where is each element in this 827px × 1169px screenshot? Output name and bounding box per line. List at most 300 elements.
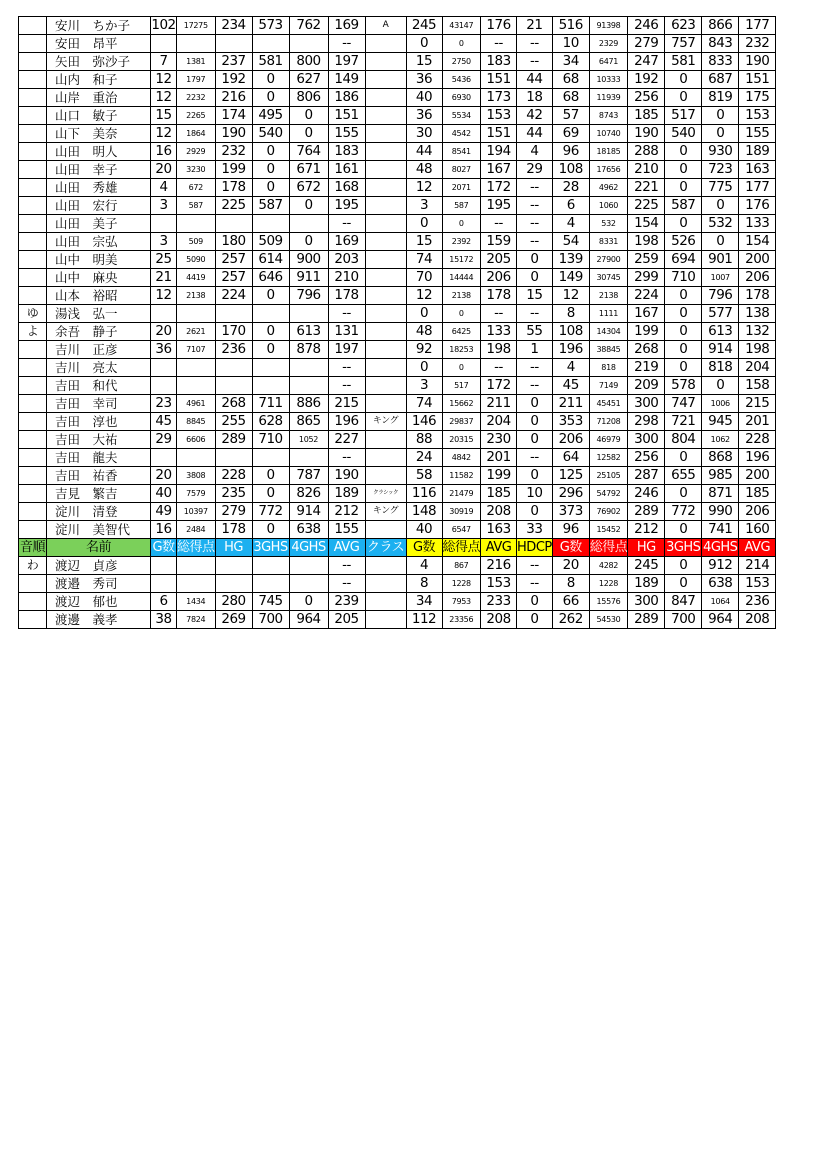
value-cell: -- [517,233,553,251]
value-cell: 216 [481,557,517,575]
value-cell: 833 [702,53,739,71]
value-cell: 0 [665,179,702,197]
value-cell: 964 [702,611,739,629]
value-cell: 4 [406,557,442,575]
value-cell: 4419 [177,269,216,287]
value-cell: 288 [628,143,665,161]
value-cell: 745 [252,593,289,611]
table-row [19,287,776,305]
table-row [19,143,776,161]
value-cell: 0 [665,341,702,359]
value-cell: 20 [552,557,589,575]
value-cell: 353 [552,413,589,431]
value-cell: 208 [481,611,517,629]
value-cell: -- [481,359,517,377]
header-row [19,539,776,557]
value-cell [365,233,406,251]
value-cell: 0 [665,305,702,323]
value-cell [365,431,406,449]
value-cell: 15172 [442,251,481,269]
value-cell: 224 [628,287,665,305]
value-cell: 168 [328,179,365,197]
value-cell: 201 [481,449,517,467]
value-cell: 540 [665,125,702,143]
value-cell: 0 [665,161,702,179]
value-cell: 186 [328,89,365,107]
value-cell: 146 [406,413,442,431]
value-cell: 638 [702,575,739,593]
value-cell: 2138 [177,287,216,305]
value-cell: 581 [665,53,702,71]
value-cell: 269 [215,611,252,629]
value-cell: 0 [442,359,481,377]
value-cell: 912 [702,557,739,575]
value-cell: 10740 [589,125,628,143]
kana-index-cell [19,17,47,35]
value-cell: 12 [151,89,177,107]
value-cell: 762 [289,17,328,35]
value-cell: 159 [481,233,517,251]
value-cell: 183 [328,143,365,161]
value-cell: 18253 [442,341,481,359]
value-cell [215,215,252,233]
value-cell: 44 [517,125,553,143]
value-cell: 0 [252,179,289,197]
table-row [19,179,776,197]
value-cell: 843 [702,35,739,53]
name-cell: 余吾 静子 [47,323,151,341]
kana-index-cell [19,71,47,89]
value-cell: 167 [481,161,517,179]
value-cell: 1060 [589,197,628,215]
value-cell: 0 [517,413,553,431]
table-row [19,413,776,431]
value-cell: 236 [739,593,776,611]
value-cell: 3 [406,197,442,215]
value-cell: 6606 [177,431,216,449]
value-cell: 0 [702,233,739,251]
kana-index-cell [19,161,47,179]
value-cell: -- [517,305,553,323]
value-cell: -- [517,575,553,593]
value-cell: 0 [252,89,289,107]
value-cell: 158 [739,377,776,395]
value-cell: 12 [151,125,177,143]
value-cell: 154 [739,233,776,251]
value-cell: 163 [739,161,776,179]
value-cell: 747 [665,395,702,413]
value-cell: 4 [552,215,589,233]
value-cell: 15 [517,287,553,305]
kana-index-cell [19,395,47,413]
value-cell: 0 [442,215,481,233]
value-cell: 44 [406,143,442,161]
value-cell: -- [517,179,553,197]
kana-index-cell [19,107,47,125]
value-cell: 194 [481,143,517,161]
value-cell: 44 [517,71,553,89]
value-cell: 178 [215,179,252,197]
value-cell: 18185 [589,143,628,161]
name-cell: 吉田 幸司 [47,395,151,413]
value-cell: 930 [702,143,739,161]
name-cell: 吉見 繁吉 [47,485,151,503]
value-cell: 206 [552,431,589,449]
value-cell: 33 [517,521,553,539]
value-cell: 197 [328,341,365,359]
value-cell: 577 [702,305,739,323]
name-cell: 湯浅 弘一 [47,305,151,323]
value-cell [289,35,328,53]
header-cell: 音順 [19,540,45,555]
value-cell [177,449,216,467]
value-cell: 112 [406,611,442,629]
value-cell: 1052 [289,431,328,449]
value-cell [365,467,406,485]
value-cell: 0 [665,485,702,503]
value-cell: -- [328,449,365,467]
value-cell: 247 [628,53,665,71]
value-cell: 694 [665,251,702,269]
value-cell: 6 [151,593,177,611]
value-cell: 132 [739,323,776,341]
value-cell: 10 [517,485,553,503]
table-row [19,521,776,539]
value-cell: 300 [628,395,665,413]
value-cell [215,305,252,323]
value-cell: 764 [289,143,328,161]
name-cell: 渡邊 義孝 [47,611,151,629]
table-body-lower [19,557,776,629]
value-cell: 7149 [589,377,628,395]
value-cell: 627 [289,71,328,89]
value-cell: 8743 [589,107,628,125]
value-cell: 116 [406,485,442,503]
value-cell: 671 [289,161,328,179]
value-cell: 8845 [177,413,216,431]
value-cell: 0 [252,287,289,305]
value-cell: 741 [702,521,739,539]
value-cell [252,377,289,395]
value-cell: 15576 [589,593,628,611]
value-cell: 628 [252,413,289,431]
value-cell: 0 [289,197,328,215]
value-cell: 28 [552,179,589,197]
table-row [19,611,776,629]
value-cell: 15 [151,107,177,125]
value-cell: 205 [481,251,517,269]
value-cell: 964 [289,611,328,629]
value-cell: 212 [328,503,365,521]
value-cell: 800 [289,53,328,71]
value-cell: 532 [589,215,628,233]
value-cell [151,305,177,323]
value-cell [365,215,406,233]
kana-index-cell [19,449,47,467]
value-cell: 206 [481,269,517,287]
value-cell: 36 [406,71,442,89]
value-cell: -- [328,359,365,377]
value-cell: 66 [552,593,589,611]
value-cell: 189 [628,575,665,593]
kana-index-cell: よ [19,323,47,341]
value-cell: 69 [552,125,589,143]
value-cell: 4961 [177,395,216,413]
value-cell: 29 [517,161,553,179]
name-cell: 吉田 大祐 [47,431,151,449]
kana-index-cell [19,143,47,161]
value-cell: -- [328,557,365,575]
value-cell [289,305,328,323]
value-cell: 985 [702,467,739,485]
value-cell: 198 [628,233,665,251]
value-cell: 172 [481,377,517,395]
value-cell: 532 [702,215,739,233]
table-row [19,503,776,521]
value-cell [151,575,177,593]
value-cell: 133 [481,323,517,341]
value-cell: 296 [552,485,589,503]
value-cell: 300 [628,431,665,449]
value-cell: 587 [252,197,289,215]
name-cell: 山田 秀雄 [47,179,151,197]
value-cell: 211 [552,395,589,413]
value-cell: 148 [406,503,442,521]
value-cell: 6547 [442,521,481,539]
value-cell [365,341,406,359]
value-cell [365,53,406,71]
value-cell [365,179,406,197]
value-cell: 169 [328,17,365,35]
value-cell: 0 [702,197,739,215]
header-cell: AVG [481,539,517,557]
value-cell: 0 [289,107,328,125]
value-cell: 190 [739,53,776,71]
value-cell: 757 [665,35,702,53]
value-cell [365,161,406,179]
value-cell [215,557,252,575]
value-cell: 133 [739,215,776,233]
value-cell: 199 [628,323,665,341]
value-cell: キング [365,413,406,431]
name-cell: 山岸 重治 [47,89,151,107]
value-cell: 215 [328,395,365,413]
kana-index-cell [19,179,47,197]
value-cell: 587 [177,197,216,215]
value-cell: -- [328,377,365,395]
value-cell: 236 [215,341,252,359]
table-row [19,107,776,125]
value-cell: 176 [481,17,517,35]
value-cell: 289 [215,431,252,449]
value-cell: 818 [702,359,739,377]
name-cell: 吉田 龍夫 [47,449,151,467]
name-cell: 山中 麻央 [47,269,151,287]
value-cell [177,359,216,377]
value-cell: 196 [328,413,365,431]
value-cell [365,521,406,539]
value-cell: 108 [552,161,589,179]
value-cell [365,251,406,269]
value-cell: 2750 [442,53,481,71]
value-cell: 161 [328,161,365,179]
value-cell: 177 [739,179,776,197]
header-cell: G数 [152,540,175,555]
value-cell: 153 [481,575,517,593]
value-cell: 178 [328,287,365,305]
table-row [19,125,776,143]
value-cell: 43147 [442,17,481,35]
value-cell: 7 [151,53,177,71]
table-row [19,395,776,413]
name-cell: 渡辺 郁也 [47,593,151,611]
value-cell: 30745 [589,269,628,287]
value-cell: 710 [665,269,702,287]
name-cell: 山中 明美 [47,251,151,269]
table-row [19,53,776,71]
name-cell: 安田 昂平 [47,35,151,53]
value-cell: 14444 [442,269,481,287]
value-cell: 646 [252,269,289,287]
value-cell: 0 [252,161,289,179]
value-cell: 0 [252,71,289,89]
value-cell: -- [517,449,553,467]
value-cell [252,305,289,323]
value-cell: 7824 [177,611,216,629]
kana-index-cell [19,233,47,251]
value-cell [365,557,406,575]
value-cell: 197 [328,53,365,71]
value-cell [365,143,406,161]
value-cell: 55 [517,323,553,341]
value-cell: 0 [517,503,553,521]
value-cell: 15452 [589,521,628,539]
value-cell: 18 [517,89,553,107]
value-cell: -- [328,305,365,323]
value-cell: -- [517,197,553,215]
value-cell [252,359,289,377]
value-cell: 45 [552,377,589,395]
value-cell [365,575,406,593]
value-cell: 517 [665,107,702,125]
value-cell: 177 [739,17,776,35]
value-cell [365,377,406,395]
value-cell: 1111 [589,305,628,323]
value-cell: 12582 [589,449,628,467]
value-cell: 233 [481,593,517,611]
value-cell: 0 [406,215,442,233]
value-cell [365,449,406,467]
value-cell: 45451 [589,395,628,413]
value-cell [252,35,289,53]
value-cell: 0 [665,89,702,107]
value-cell: -- [481,305,517,323]
value-cell: 221 [628,179,665,197]
value-cell: -- [481,35,517,53]
kana-index-cell [19,251,47,269]
value-cell: 806 [289,89,328,107]
value-cell: 27900 [589,251,628,269]
value-cell: 573 [252,17,289,35]
value-cell: 25105 [589,467,628,485]
value-cell: 30919 [442,503,481,521]
value-cell: 4282 [589,557,628,575]
table-row [19,575,776,593]
value-cell: 0 [665,323,702,341]
value-cell: 5090 [177,251,216,269]
value-cell: 6471 [589,53,628,71]
value-cell: 262 [552,611,589,629]
table-row [19,305,776,323]
value-cell: 245 [406,17,442,35]
value-cell: 772 [665,503,702,521]
value-cell: 215 [739,395,776,413]
value-cell: -- [517,377,553,395]
value-cell: -- [481,215,517,233]
value-cell [177,215,216,233]
value-cell: -- [517,359,553,377]
value-cell: 578 [665,377,702,395]
value-cell: 209 [628,377,665,395]
value-cell: 246 [628,485,665,503]
name-cell: 淀川 清登 [47,503,151,521]
value-cell: 149 [328,71,365,89]
value-cell: 23 [151,395,177,413]
value-cell [289,449,328,467]
value-cell: 0 [289,125,328,143]
header-cell: HG [628,539,665,557]
value-cell: 54530 [589,611,628,629]
value-cell: 239 [328,593,365,611]
value-cell: 687 [702,71,739,89]
value-cell: 58 [406,467,442,485]
value-cell: 0 [517,269,553,287]
value-cell: 721 [665,413,702,431]
header-cell: 総得点 [177,540,215,555]
value-cell [215,35,252,53]
value-cell [365,107,406,125]
value-cell: 38845 [589,341,628,359]
value-cell: 16 [151,143,177,161]
header-cell: HDCP [517,540,552,555]
value-cell: 153 [739,107,776,125]
value-cell: 2484 [177,521,216,539]
value-cell: 17656 [589,161,628,179]
value-cell: 225 [215,197,252,215]
value-cell: 256 [628,449,665,467]
value-cell: 199 [215,161,252,179]
value-cell [151,359,177,377]
value-cell: 0 [517,251,553,269]
value-cell: 227 [328,431,365,449]
value-cell: 1064 [702,593,739,611]
value-cell: 108 [552,323,589,341]
value-cell: 4842 [442,449,481,467]
header-cell: AVG [739,539,776,557]
table-row [19,17,776,35]
value-cell [252,449,289,467]
value-cell: 245 [628,557,665,575]
value-cell: 1864 [177,125,216,143]
value-cell: 180 [215,233,252,251]
value-cell: 139 [552,251,589,269]
value-cell [215,359,252,377]
value-cell: 206 [739,269,776,287]
kana-index-cell [19,35,47,53]
table-row [19,233,776,251]
value-cell: 16 [151,521,177,539]
value-cell: 268 [628,341,665,359]
